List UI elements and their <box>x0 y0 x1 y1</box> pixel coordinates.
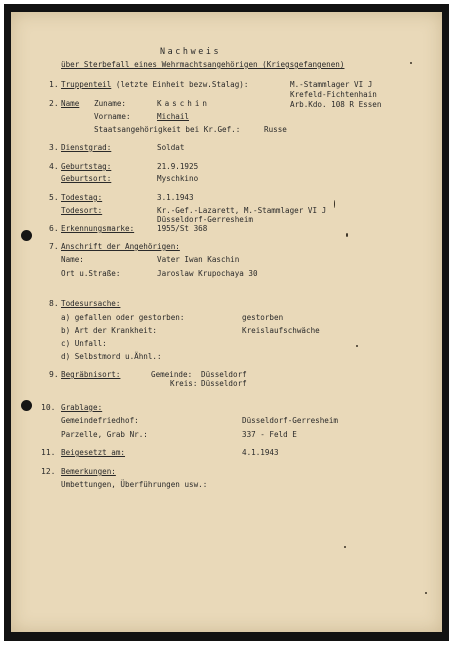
ort-strasse-value: Jaroslaw Krupochaya 30 <box>157 269 258 278</box>
document-subtitle: über Sterbefall eines Wehrmachtsangehörigen (Kriegsgefangenen) <box>61 60 345 69</box>
unfall-label: c) Unfall: <box>61 339 107 348</box>
grablage-label: Grablage: <box>61 403 103 412</box>
ink-speck <box>346 233 348 237</box>
beigesetzt-label: Beigesetzt am: <box>61 448 126 457</box>
anschrift-label: Anschrift der Angehörigen: <box>61 242 180 251</box>
item-number: 1. <box>49 80 59 89</box>
item-number: 6. <box>49 224 59 233</box>
geburtsort-value: Myschkino <box>157 174 199 183</box>
selbstmord-label: d) Selbstmord u.Ähnl.: <box>61 352 162 361</box>
document-title: Nachweis <box>160 46 222 56</box>
item-number: 11. <box>41 448 56 457</box>
item-number: 7. <box>49 242 59 251</box>
truppenteil-value: M.-Stammlager VI J <box>290 80 373 89</box>
item-number: 9. <box>49 370 59 379</box>
angehoerige-name-label: Name: <box>61 255 84 264</box>
name-label: Name <box>61 99 80 108</box>
zuname-value: Kaschin <box>157 99 211 108</box>
friedhof-value: Düsseldorf-Gerresheim <box>242 416 339 425</box>
zuname-label: Zuname: <box>94 99 127 108</box>
punch-hole-top <box>21 230 32 241</box>
todesort-label: Todesort: <box>61 206 103 215</box>
item-number: 8. <box>49 299 59 308</box>
item-number: 3. <box>49 143 59 152</box>
todestag-label: Todestag: <box>61 193 103 202</box>
gefallen-label: a) gefallen oder gestorben: <box>61 313 185 322</box>
truppenteil-label-text: Truppenteil <box>61 80 112 89</box>
truppenteil-value: Arb.Kdo. 108 R Essen <box>290 100 382 109</box>
angehoerige-name-value: Vater Iwan Kaschin <box>157 255 240 264</box>
kreis-label: Kreis: <box>170 379 198 388</box>
todesort-value: Düsseldorf-Gerresheim <box>157 215 254 224</box>
item-number: 10. <box>41 403 56 412</box>
ink-speck <box>344 546 346 548</box>
punch-hole-bottom <box>21 400 32 411</box>
geburtsort-label: Geburtsort: <box>61 174 112 183</box>
todestag-value: 3.1.1943 <box>157 193 194 202</box>
truppenteil-value: Krefeld-Fichtenhain <box>290 90 377 99</box>
truppenteil-label <box>61 80 248 89</box>
friedhof-label: Gemeindefriedhof: <box>61 416 139 425</box>
item-number: 12. <box>41 467 56 476</box>
erkennungsmarke-value: 1955/St 368 <box>157 224 208 233</box>
todesursache-label: Todesursache: <box>61 299 121 308</box>
gefallen-value: gestorben <box>242 313 284 322</box>
dienstgrad-value: Soldat <box>157 143 185 152</box>
gemeinde-value: Düsseldorf <box>201 370 247 379</box>
ink-speck <box>410 62 412 64</box>
vorname-label: Vorname: <box>94 112 131 121</box>
staatsangehoerigkeit-value: Russe <box>264 125 287 134</box>
item-number: 2. <box>49 99 59 108</box>
dienstgrad-label: Dienstgrad: <box>61 143 112 152</box>
geburtstag-value: 21.9.1925 <box>157 162 199 171</box>
ort-strasse-label: Ort u.Straße: <box>61 269 121 278</box>
ink-speck <box>356 345 358 347</box>
bemerkungen-label: Bemerkungen: <box>61 467 116 476</box>
grab-nr-label: Parzelle, Grab Nr.: <box>61 430 148 439</box>
todesort-value: Kr.-Gef.-Lazarett, M.-Stammlager VI J <box>157 206 327 215</box>
vorname-value: Michail <box>157 112 190 121</box>
ink-speck <box>334 200 335 208</box>
truppenteil-label-suffix: (letzte Einheit bezw.Stalag): <box>111 80 249 89</box>
grab-nr-value: 337 - Feld E <box>242 430 297 439</box>
geburtstag-label: Geburtstag: <box>61 162 112 171</box>
ink-speck <box>425 592 427 594</box>
item-number: 5. <box>49 193 59 202</box>
umbettungen-label: Umbettungen, Überführungen usw.: <box>61 480 208 489</box>
kreis-value: Düsseldorf <box>201 379 247 388</box>
staatsangehoerigkeit-label: Staatsangehörigkeit bei Kr.Gef.: <box>94 125 241 134</box>
beigesetzt-value: 4.1.1943 <box>242 448 279 457</box>
erkennungsmarke-label: Erkennungsmarke: <box>61 224 135 233</box>
begraebnisort-label: Begräbnisort: <box>61 370 121 379</box>
krankheit-value: Kreislaufschwäche <box>242 326 320 335</box>
krankheit-label: b) Art der Krankheit: <box>61 326 158 335</box>
gemeinde-label: Gemeinde: <box>151 370 193 379</box>
item-number: 4. <box>49 162 59 171</box>
